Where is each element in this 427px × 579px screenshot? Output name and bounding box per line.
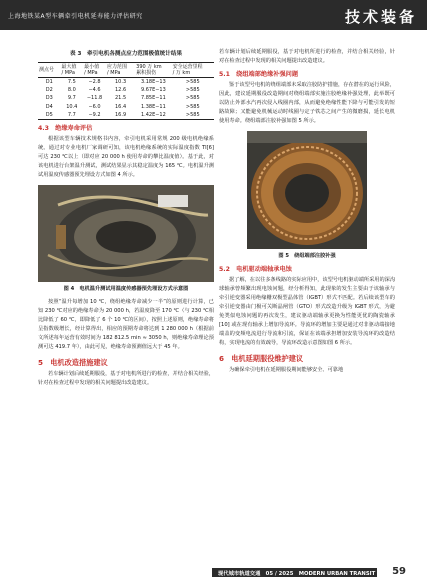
table-cell: 12.6 [115, 87, 127, 94]
table-cell: 1.42E−12 [135, 111, 171, 120]
section-heading-5-1: 5.1 绕组端部绝缘补强问题 [219, 71, 299, 78]
figure-5-image [247, 131, 367, 249]
table-column-header: 最大值 / MPa [61, 63, 84, 78]
table-cell: 16.4 [115, 103, 127, 110]
table-cell: D3 [45, 95, 53, 102]
motor-sensor-photo [38, 185, 214, 282]
table-cell: 7.5 [67, 79, 76, 85]
table-title: 表 3 牵引电机各测点应力范围极值统计结果 [69, 51, 183, 57]
table-cell: 7.7 [61, 111, 84, 120]
table-cell: −4.6 [88, 87, 101, 94]
table-cell: D1 [45, 79, 53, 85]
table-cell: 10.3 [115, 79, 127, 85]
table-column-header: 应力范围 / MPa [106, 63, 135, 78]
table-cell: 21.5 [115, 95, 127, 102]
winding-photo [247, 131, 367, 249]
paragraph: 若车辆计划后续延期服役，基于对电机所进行的检查，并结合相关经验，针对在检查过程中发现的相关问题提出改造建议。 [38, 371, 215, 387]
stress-table [38, 62, 214, 120]
table-cell: 1.38E−11 [140, 103, 166, 110]
section-title-header: 技术装备 [344, 8, 417, 26]
section-heading-5: 5 电机改造措施建议 [38, 358, 108, 368]
table-cell: −11.8 [86, 95, 103, 102]
section-heading-6: 6 电机延期服役维护建议 [219, 354, 304, 363]
figure-4-caption: 图 4 电机温升测试用温度传感器预先埋设方式示意图 [63, 286, 189, 293]
left-column [38, 50, 214, 388]
page-number: 59 [392, 566, 406, 577]
journal-name: 现代城市轨道交通 05 / 2025 MODERN URBAN TRANSIT [218, 570, 376, 577]
table-cell: 9.7 [67, 95, 76, 102]
table-cell: D2 [45, 87, 53, 94]
table-cell: 8.0 [67, 87, 76, 94]
table-cell: −9.2 [83, 111, 106, 120]
table-column-header: 安全运营里程 / 万 km [172, 63, 214, 78]
table-cell: >585 [185, 79, 200, 85]
figure-4-image [38, 185, 214, 282]
table-cell: D4 [45, 103, 53, 110]
paragraph: 鉴于该型号电机的绕组端部未采取注胶防护措施，存在潜在的运行风险，因此，建议延期服役改造期间对绕组端部实施注胶绝缘补强处理，此举既可以防止外部水汽再次侵入线圈内部，从而避免绝缘性能下降与可能引发的短路故障；又能避免机械运动时线圈与定子铁芯之间产生的微磨损，延长电机使用寿命。绕组端部注胶补强如图 5 所示。 [219, 82, 396, 124]
table-cell: −6.0 [88, 103, 101, 110]
table-cell: 9.67E−13 [140, 87, 166, 94]
table-row [38, 111, 214, 120]
table-header-row [38, 63, 214, 78]
table-cell: 10.4 [66, 103, 78, 110]
table-row [38, 87, 214, 95]
paragraph: 按照“温升每增加 10 ℃，绕组绝缘寿命减少一半”的原则进行计算，已知 230 ℃对应的绝缘寿命为 20 000 h，若温度降至 170 ℃（与 230 ℃相比降低了 60 ℃，即降低了 6 个 10 ℃的区间），按照上述原则，绝缘寿命将呈指数级增长，经计算得出，相应的预期寿命将达到 1 280 000 h（根据前文所述每年运营有效时间为 182 812.5 min ≈ 3050 h，则绝缘寿命理论预测可达 419.7 年），由此可见，绝缘寿命预测值远大于 45 年。 [38, 299, 214, 351]
running-header [0, 0, 427, 30]
article-title-header: 上海地铁某A型车辆牵引电机延寿能力评估研究 [8, 13, 143, 20]
table-column-header: 390 万 km 累积损伤 [135, 63, 171, 78]
table-cell: >585 [172, 111, 214, 120]
table-row [38, 103, 214, 111]
table-cell: 16.9 [106, 111, 135, 120]
section-heading-4-3: 4.3 绝缘寿命评估 [38, 125, 93, 133]
table-row [38, 95, 214, 103]
paragraph: 根据该型车辆技术规格书内容，牵引电机采用常规 200 级电机绝缘系统。通过对专业电机厂家调研可知，该电机绝缘系统的实际温度指数 TI[6] 可达 230 ℃以上（即对应 20 000 h 使用寿命的攀比温度值）。基于此，对该电机进行台架温升测试，测试结果显示其稳定温度为 165 ℃。电机温升测试用温度传感器预先埋设方式如图 4 所示。 [38, 136, 214, 179]
paragraph: 若车辆计划后续延期服役，基于对电机所进行的检查，并结合相关经验，针对在检查过程中发现的相关问题提出改造建议。 [219, 49, 395, 64]
table-cell: −2.8 [88, 79, 101, 85]
paragraph: 为确保牵引电机在延期服役期间能够安全、可靠地 [229, 367, 344, 373]
table-cell: >585 [185, 87, 200, 94]
page-footer [212, 565, 422, 579]
table-cell: 7.85E−11 [140, 95, 166, 102]
table-cell: 3.18E−13 [140, 79, 166, 85]
table-cell: >585 [185, 95, 200, 102]
section-heading-5-2: 5.2 电机驱动端轴承电蚀 [219, 266, 292, 273]
figure-5-caption: 图 5 绕组端部注胶补强 [278, 253, 336, 259]
paragraph: 据了解，在以往多条线路的实际应用中，该型号电机驱动端所采用的深沟球轴承曾频繁出现电蚀问题，经分析得知，此现象的发生主要由于该轴承与牵引逆变器采用绝缘栅双极型晶体管（IGBT）形式不匹配。若后续该型车的牵引逆变器由门极可关断晶闸管（GTO）形式改造升级为 IGBT 形式，为避免类似电蚀问题的再次发生，建议驱动端轴承更换为性能更优的陶瓷轴承[10] 或在现有轴承上增加导流环。导流环的增加主要是通过对非驱动端接地端盖的变频电流进行导流和引流，保证在该端承担增加安装导流环的改造结构，实现电流的有效疏导，导流环改造示意图如图 6 所示。 [219, 277, 396, 346]
table-cell: D5 [38, 111, 61, 120]
table-column-header: 最小值 / MPa [83, 63, 106, 78]
table-column-header: 测点号 [38, 63, 61, 78]
right-column [219, 48, 395, 375]
table-body [38, 78, 214, 120]
table-cell: >585 [185, 103, 200, 110]
table-row [38, 78, 214, 87]
